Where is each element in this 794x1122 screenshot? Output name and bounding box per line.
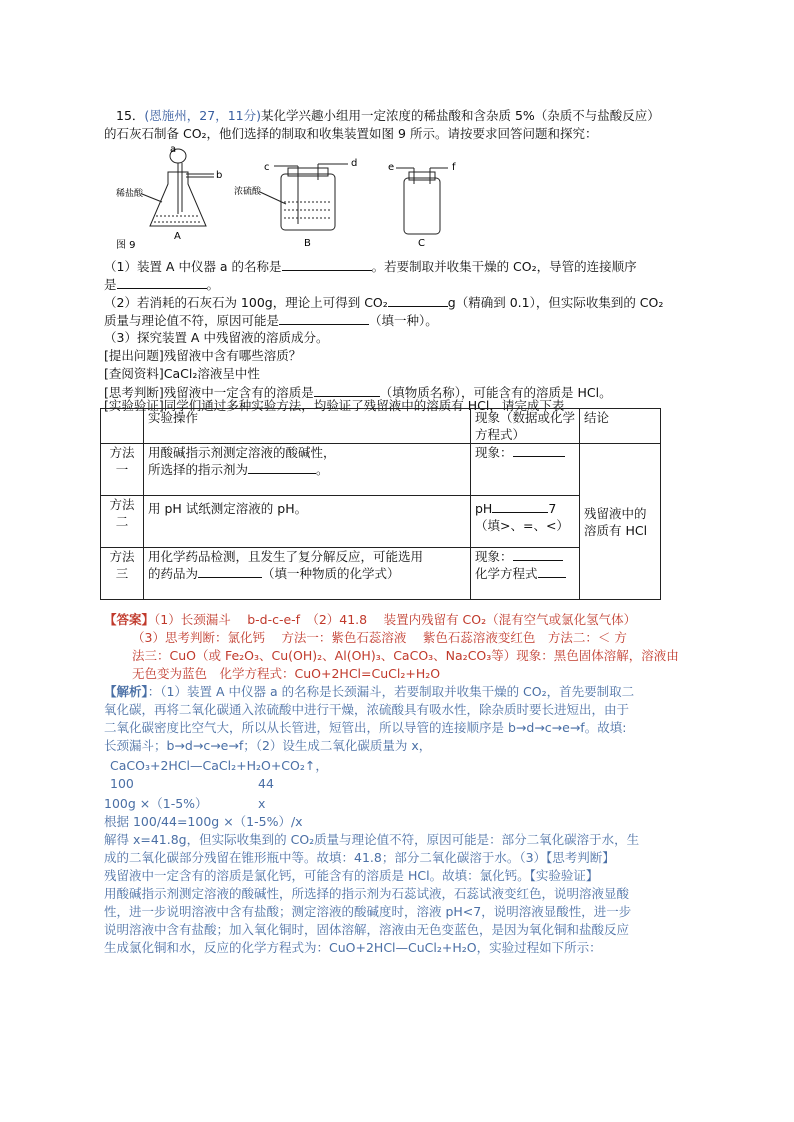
analysis-line-1 <box>104 684 634 700</box>
question-source: (恩施州，27，11分) <box>144 108 261 123</box>
analysis-label: 【解析】 <box>104 684 148 699</box>
analysis-ratio: 根据 100/44=100g ×（1-5%）/x <box>104 814 303 829</box>
blank-co2-mass[interactable] <box>388 294 448 307</box>
analysis-n44: 44 <box>258 776 274 791</box>
method-3-op-text: 的药品为 <box>148 566 199 581</box>
question-intro-1: 某化学兴趣小组用一定浓度的稀盐酸和含杂质 5%（杂质不与盐酸反应） <box>260 108 660 123</box>
table-row <box>101 444 661 496</box>
experiment-table <box>100 408 661 600</box>
header-conclusion: 结论 <box>580 409 661 444</box>
subq-2-line-2 <box>104 312 438 329</box>
blank-instrument-name[interactable] <box>282 258 372 271</box>
method-1-phenomenon <box>471 444 580 496</box>
method-2-label: 方法二 <box>101 496 144 548</box>
subq-1-line-2 <box>104 276 219 293</box>
fig-label-A: A <box>174 231 181 242</box>
fig-letter-a: a <box>170 144 177 155</box>
apparatus-figure <box>116 144 476 250</box>
blank-connection-order[interactable] <box>117 276 207 289</box>
header-empty <box>101 409 144 444</box>
blank-solute-name[interactable] <box>314 384 380 397</box>
method-1-label: 方法一 <box>101 444 144 496</box>
analysis-n100: 100 <box>110 776 134 791</box>
subq-1-text-b: 。若要制取并收集干燥的 CO₂，导管的连接顺序 <box>371 259 637 274</box>
question-number: 15． <box>116 108 145 123</box>
analysis-line-5: 解得 x=41.8g，但实际收集到的 CO₂质量与理论值不符，原因可能是：部分二氧化碳溶于水，生 <box>104 832 640 847</box>
blank-indicator[interactable] <box>248 461 316 474</box>
verification-line: [实验验证]同学们通过多种实验方法，均验证了残留液中的溶质有 HCl，请完成下表 <box>104 398 565 413</box>
fig-label-dilute-acid: 稀盐酸 <box>116 189 144 199</box>
judgement-text-b: （填物质名称），可能含有的溶质是 HCl。 <box>379 385 612 400</box>
analysis-line-4: 长颈漏斗；b→d→c→e→f；（2）设生成二氧化碳质量为 x， <box>104 738 432 753</box>
fig-letter-d: d <box>351 158 358 169</box>
answer-line-1 <box>104 612 636 628</box>
answer-line-3: 法三：CuO（或 Fe₂O₃、Cu(OH)₂、Al(OH)₃、CaCO₃、Na₂CO₃等）现象：黑色固体溶解，溶液由 <box>132 648 679 663</box>
method-3-op-line-1: 用化学药品检测，且发生了复分解反应，可能选用 <box>148 549 424 564</box>
header-phenomenon: 现象（数据或化学方程式） <box>471 409 580 444</box>
analysis-line-11: 生成氯化铜和水，反应的化学方程式为：CuO+2HCl—CuCl₂+H₂O，实验过程如下所示： <box>104 940 602 955</box>
method-2-seven: 7 <box>548 501 557 516</box>
method-3-phenomenon <box>471 548 580 600</box>
method-3-phen-label: 现象： <box>475 549 513 564</box>
apparatus-c <box>396 168 448 234</box>
fig-label-B: B <box>304 238 311 249</box>
method-2-phenomenon <box>471 496 580 548</box>
subq-1-text-c: 是 <box>104 277 117 292</box>
apparatus-a <box>150 149 214 226</box>
conclusion-cell: 残留液中的溶质有 HCl <box>580 444 661 600</box>
subq-1-line-1 <box>104 258 637 275</box>
analysis-mass: 100g ×（1-5%） <box>104 796 208 811</box>
method-1-phen-label: 现象： <box>475 445 513 460</box>
blank-equation[interactable] <box>538 565 566 578</box>
method-1-op-text: 所选择的指示剂为 <box>148 462 249 477</box>
method-3-operation <box>144 548 471 600</box>
consult-material: [查阅资料]CaCl₂溶液呈中性 <box>104 366 260 381</box>
method-1-operation <box>144 444 471 496</box>
fig-label-C: C <box>418 238 425 249</box>
blank-method-3-phen[interactable] <box>513 548 563 561</box>
analysis-line-8: 用酸碱指示剂测定溶液的酸碱性，所选择的指示剂为石蕊试液，石蕊试液变红色，说明溶液显酸 <box>104 886 630 901</box>
method-1-op-end: 。 <box>316 462 329 477</box>
blank-reason[interactable] <box>279 312 369 325</box>
subq-2-text-c: 质量与理论值不符，原因可能是 <box>104 313 280 328</box>
subq-2-text-b: g（精确到 0.1），但实际收集到的 CO₂ <box>447 295 664 310</box>
analysis-equation: CaCO₃+2HCl—CaCl₂+H₂O+CO₂↑， <box>110 758 328 773</box>
method-3-eq-label: 化学方程式 <box>475 566 538 581</box>
subq-1-text-a: （1）装置 A 中仪器 a 的名称是 <box>104 259 282 274</box>
blank-method-1-phen[interactable] <box>513 444 565 457</box>
subq-2-text-a: （2）若消耗的石灰石为 100g，理论上可得到 CO₂ <box>104 295 388 310</box>
question-line-1 <box>116 108 660 124</box>
answer-label: 【答案】 <box>104 612 155 627</box>
method-1-op-line-2 <box>148 461 466 478</box>
answer-line-4: 无色变为蓝色 化学方程式：CuO+2HCl=CuCl₂+H₂O <box>132 666 441 681</box>
answer-text-1: （1）长颈漏斗 b-d-c-e-f （2）41.8 装置内残留有 CO₂（混有空气或氯化氢气体） <box>154 612 637 627</box>
header-operation: 实验操作 <box>144 409 471 444</box>
question-intro-2: 的石灰石制备 CO₂，他们选择的制取和收集装置如图 9 所示。请按要求回答问题和探究： <box>104 126 598 141</box>
table-header-row <box>101 409 661 444</box>
blank-reagent[interactable] <box>198 565 262 578</box>
fig-caption: 图 9 <box>116 240 136 250</box>
analysis-text-1: ：（1）装置 A 中仪器 a 的名称是长颈漏斗，若要制取并收集干燥的 CO₂，首先要制取二 <box>147 684 635 699</box>
table-row <box>101 496 661 548</box>
subq-3: （3）探究装置 A 中残留液的溶质成分。 <box>104 330 329 345</box>
table-row <box>101 548 661 600</box>
method-3-op-hint: （填一种物质的化学式） <box>262 566 400 581</box>
analysis-line-7: 残留液中一定含有的溶质是氯化钙，可能含有的溶质是 HCl。故填：氯化钙。【实验验证】 <box>104 868 599 883</box>
subq-2-line-1 <box>104 294 663 311</box>
subq-2-text-d: （填一种）。 <box>369 313 438 328</box>
analysis-line-10: 说明溶液中含有盐酸；加入氧化铜时，固体溶解，溶液由无色变蓝色，是因为氧化铜和盐酸反应 <box>104 922 630 937</box>
judgement-text-a: [思考判断]残留液中一定含有的溶质是 <box>104 385 314 400</box>
analysis-line-3: 二氧化碳密度比空气大，所以从长管进，短管出，所以导管的连接顺序是 b→d→c→e→f。故填: <box>104 720 627 735</box>
raise-question: [提出问题]残留液中含有哪些溶质？ <box>104 348 302 363</box>
fig-label-conc-acid: 浓硫酸 <box>234 187 262 197</box>
method-2-ph-label: pH <box>475 501 493 516</box>
fig-letter-b: b <box>216 170 223 181</box>
fig-letter-c: c <box>264 162 270 173</box>
method-2-hint: （填>、=、<） <box>475 518 569 533</box>
analysis-line-6: 成的二氧化碳部分残留在锥形瓶中等。故填：41.8；部分二氧化碳溶于水。（3）【思考判断】 <box>104 850 615 865</box>
method-1-op-line-1: 用酸碱指示剂测定溶液的酸碱性， <box>148 445 336 460</box>
method-3-label: 方法三 <box>101 548 144 600</box>
analysis-x: x <box>258 796 266 811</box>
analysis-line-9: 性，进一步说明溶液中含有盐酸；测定溶液的酸碱度时，溶液 pH<7，说明溶液显酸性，进一步 <box>104 904 632 919</box>
fig-letter-e: e <box>388 162 395 173</box>
method-2-operation: 用 pH 试纸测定溶液的 pH。 <box>144 496 471 548</box>
apparatus-b <box>274 164 348 230</box>
blank-ph-compare[interactable] <box>492 500 548 513</box>
fig-letter-f: f <box>452 162 456 173</box>
subq-1-text-d: 。 <box>206 277 220 292</box>
answer-line-2: （3）思考判断：氯化钙 方法一：紫色石蕊溶液 紫色石蕊溶液变红色 方法二：＜ 方 <box>132 630 627 645</box>
analysis-line-2: 氧化碳，再将二氧化碳通入浓硫酸中进行干燥，浓硫酸具有吸水性，除杂质时要长进短出，由于 <box>104 702 630 717</box>
